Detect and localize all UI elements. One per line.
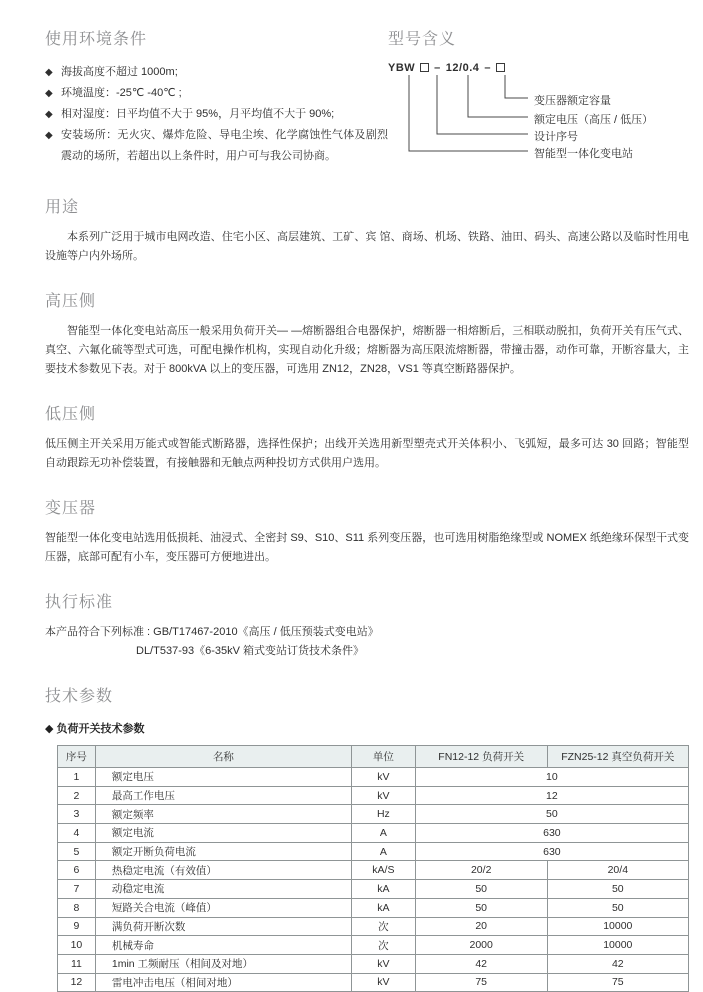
cell-name: 雷电冲击电压（相间对地） — [95, 973, 351, 992]
table-row — [58, 954, 689, 973]
cell-unit: kA — [352, 898, 416, 917]
cell-unit: kA — [352, 880, 416, 899]
label-rated-capacity: 变压器额定容量 — [534, 95, 611, 107]
cell-unit: 次 — [352, 936, 416, 955]
table-row — [58, 805, 689, 824]
hv-text: 智能型一体化变电站高压一般采用负荷开关— —熔断器组合电器保护，熔断器一相熔断后，三相联动脱扣，负荷开关有压气式、真空、六氟化硫等型式可选，可配电操作机构，实现自动化升级；熔断器为高压限流熔断器，带撞击器，动作可靠，开断容量大，主要技术参数见下表。对于 800kVA 以上的变压器，可选用 ZN12，ZN28，VS1 等真空断路器保护。 — [45, 325, 689, 375]
list-item — [45, 62, 388, 83]
diamond-bullet-icon: ◆ — [45, 109, 53, 120]
header-fzn: FZN25-12 真空负荷开关 — [547, 746, 688, 768]
cell-fn-value: 42 — [415, 954, 547, 973]
cell-fzn-value: 10000 — [547, 936, 688, 955]
cell-name: 机械寿命 — [95, 936, 351, 955]
cell-merged-value: 50 — [415, 805, 688, 824]
hv-title: 高压侧 — [45, 293, 97, 310]
cell-fzn-value: 50 — [547, 898, 688, 917]
table-row — [58, 880, 689, 899]
cell-fzn-value: 42 — [547, 954, 688, 973]
env-item-text: 相对湿度：日平均值不大于 95%，月平均值不大于 90%; — [61, 108, 335, 120]
table-row — [58, 824, 689, 843]
cell-unit: kV — [352, 768, 416, 787]
cell-merged-value: 630 — [415, 842, 688, 861]
cell-name: 动稳定电流 — [95, 880, 351, 899]
standards-title: 执行标准 — [45, 594, 114, 611]
load-switch-params-table — [57, 745, 689, 992]
section-transformer — [45, 495, 689, 567]
cell-no: 1 — [58, 768, 96, 787]
table-header-row — [58, 746, 689, 768]
header-unit: 单位 — [352, 746, 416, 768]
list-item — [45, 125, 388, 167]
table-row — [58, 842, 689, 861]
cell-unit: kV — [352, 786, 416, 805]
cell-fn-value: 2000 — [415, 936, 547, 955]
cell-unit: 次 — [352, 917, 416, 936]
cell-no: 5 — [58, 842, 96, 861]
cell-no: 9 — [58, 917, 96, 936]
model-designation-diagram — [388, 62, 703, 162]
label-station-type: 智能型一体化变电站 — [534, 148, 633, 160]
cell-name: 额定电流 — [95, 824, 351, 843]
cell-name: 最高工作电压 — [95, 786, 351, 805]
cell-name: 1min 工频耐压（相间及对地） — [95, 954, 351, 973]
cell-merged-value: 12 — [415, 786, 688, 805]
usage-text: 本系列广泛用于城市电网改造、住宅小区、高层建筑、工矿、宾 馆、商场、机场、铁路、油田、码头、高速公路以及临时性用电设施等户内外场所。 — [45, 231, 689, 262]
list-item — [45, 104, 388, 125]
diamond-bullet-icon: ◆ — [45, 88, 53, 99]
cell-unit: A — [352, 842, 416, 861]
lv-title: 低压侧 — [45, 406, 97, 423]
cell-fzn-value: 50 — [547, 880, 688, 899]
model-prefix: YBW — [388, 62, 416, 74]
table-row — [58, 861, 689, 880]
standards-line-2: DL/T537-93《6-35kV 箱式变站订货技术条件》 — [136, 645, 364, 657]
transformer-text: 智能型一体化变电站选用低损耗、油浸式、全密封 S9、S10、S11 系列变压器，也可选用树脂绝缘型或 NOMEX 纸绝缘环保型干式变压器，底部可配有小车，变压器可方便地进出。 — [45, 532, 689, 563]
cell-fn-value: 20 — [415, 917, 547, 936]
diamond-bullet-icon: ◆ — [45, 130, 53, 141]
section-standards — [45, 589, 689, 661]
environment-list — [45, 62, 388, 167]
usage-title: 用途 — [45, 199, 80, 216]
header-name: 名称 — [95, 746, 351, 768]
tech-subtitle: ◆ 负荷开关技术参数 — [45, 723, 145, 735]
lv-text: 低压侧主开关采用万能式或智能式断路器，选择性保护；出线开关选用新型塑壳式开关体积小、飞弧短，最多可达 30 回路；智能型自动跟踪无功补偿装置，有接触器和无触点两种投切方式供用户选用。 — [45, 438, 689, 469]
cell-no: 11 — [58, 954, 96, 973]
cell-name: 额定频率 — [95, 805, 351, 824]
cell-no: 2 — [58, 786, 96, 805]
section-model-designation — [388, 26, 703, 172]
cell-fzn-value: 20/4 — [547, 861, 688, 880]
cell-name: 额定电压 — [95, 768, 351, 787]
cell-fzn-value: 10000 — [547, 917, 688, 936]
cell-unit: Hz — [352, 805, 416, 824]
cell-unit: kA/S — [352, 861, 416, 880]
table-row — [58, 768, 689, 787]
table-row — [58, 936, 689, 955]
environment-title: 使用环境条件 — [45, 31, 148, 48]
section-usage — [45, 194, 689, 266]
table-row — [58, 917, 689, 936]
section-lv-side — [45, 401, 689, 473]
cell-no: 3 — [58, 805, 96, 824]
label-design-serial: 设计序号 — [534, 131, 578, 143]
label-rated-voltage: 额定电压（高压 / 低压） — [534, 114, 654, 126]
cell-no: 7 — [58, 880, 96, 899]
cell-merged-value: 630 — [415, 824, 688, 843]
capacity-box — [496, 63, 505, 72]
cell-name: 满负荷开断次数 — [95, 917, 351, 936]
section-hv-side — [45, 288, 689, 379]
dash: – — [484, 62, 492, 74]
cell-no: 12 — [58, 973, 96, 992]
section-tech-params — [45, 683, 689, 992]
cell-fn-value: 50 — [415, 898, 547, 917]
header-fn: FN12-12 负荷开关 — [415, 746, 547, 768]
design-serial-box — [420, 63, 429, 72]
cell-unit: kV — [352, 954, 416, 973]
cell-name: 热稳定电流（有效值） — [95, 861, 351, 880]
env-item-text: 海拔高度不超过 1000m; — [61, 66, 178, 78]
list-item — [45, 83, 388, 104]
cell-fn-value: 50 — [415, 880, 547, 899]
cell-no: 4 — [58, 824, 96, 843]
section-environment — [45, 26, 388, 172]
model-title: 型号含义 — [388, 31, 457, 48]
diamond-bullet-icon: ◆ — [45, 67, 53, 78]
tech-title: 技术参数 — [45, 688, 114, 705]
cell-no: 10 — [58, 936, 96, 955]
cell-fn-value: 20/2 — [415, 861, 547, 880]
table-row — [58, 898, 689, 917]
env-item-text: 安装场所：无火灾、爆炸危险、导电尘埃、化学腐蚀性气体及剧烈震动的场所，若超出以上条件时，用户可与我公司协商。 — [61, 129, 388, 162]
cell-no: 8 — [58, 898, 96, 917]
cell-no: 6 — [58, 861, 96, 880]
cell-fn-value: 75 — [415, 973, 547, 992]
cell-unit: kV — [352, 973, 416, 992]
cell-name: 额定开断负荷电流 — [95, 842, 351, 861]
top-row — [45, 26, 689, 172]
cell-merged-value: 10 — [415, 768, 688, 787]
table-row — [58, 973, 689, 992]
dash: – — [434, 62, 441, 74]
env-item-text: 环境温度：-25℃ -40℃ ; — [61, 87, 182, 99]
cell-unit: A — [352, 824, 416, 843]
header-no: 序号 — [58, 746, 96, 768]
cell-fzn-value: 75 — [547, 973, 688, 992]
table-row — [58, 786, 689, 805]
cell-name: 短路关合电流（峰值） — [95, 898, 351, 917]
transformer-title: 变压器 — [45, 500, 97, 517]
model-voltage: 12/0.4 — [445, 62, 480, 74]
standards-line-1: 本产品符合下列标准 : GB/T17467-2010《高压 / 低压预装式变电站》 — [45, 626, 379, 638]
model-code — [388, 62, 510, 74]
